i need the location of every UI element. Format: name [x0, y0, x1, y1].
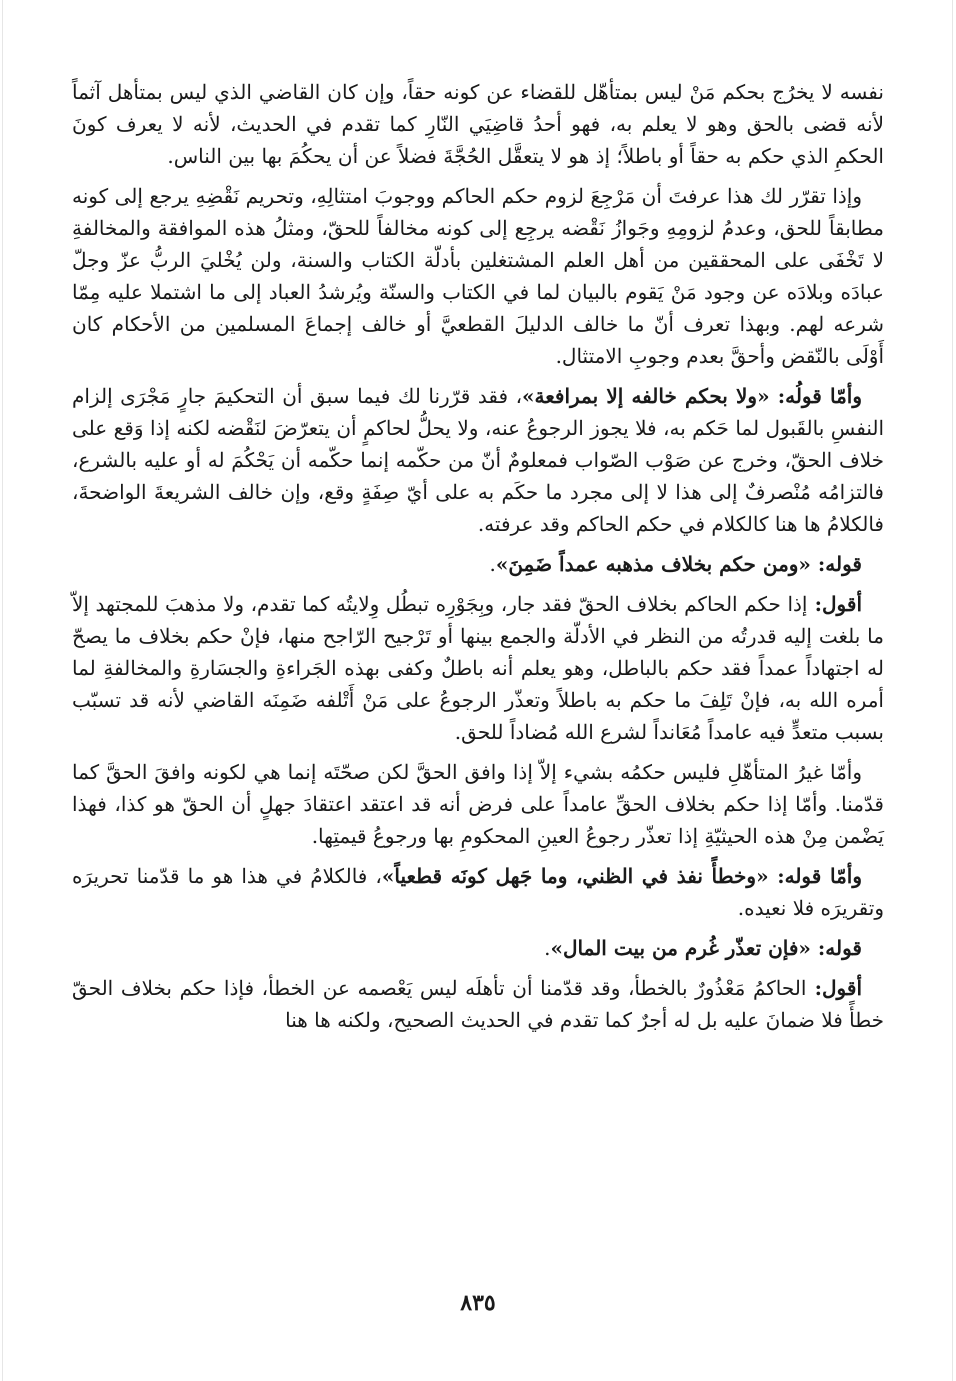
paragraph-lead: قوله:: [810, 552, 862, 576]
body-text: [72, 76, 884, 1044]
quoted-matn: «فإن تعذّر غُرم من بيت المال»: [550, 936, 811, 960]
paragraph-2: [72, 180, 884, 372]
paragraph-text: ، فقد قرّرنا لك فيما سبق أن التحكيمَ جارٍ مَجْرَى إلزام النفسِ بالقَبول لما حَكم به، فلا يجوز الرجوعُ عنه، ولا يحلُّ لحاكمٍ أن يتعرّضَ لنَقْضه لكنه إذا وَقع على خلاف الحقّ، وخرج عن صَوْب الصّواب فمعلومٌ أنّ من حكّمه إنما حكّمه أن يَحْكُمَ له أو عليه بالشرع، فالتزامُه مُنْصرفٌ إلى هذا لا إلى مجرد ما حكَم به على أيّ صِفَةٍ وقع، وإن خالف الشريعةَ الواضحةَ، فالكلامُ ها هنا كالكلام في حكم الحاكم وقد عرفته.: [72, 384, 884, 536]
paragraph-text: نفسه لا يخرُج بحكم مَنْ ليس بمتأهّل للقضاء عن كونه حقاً، وإن كان القاضي الذي ليس بمتأهل آثماً لأنه قضى بالحق وهو لا يعلم به، فهو أحدُ قاضِيَي النّارِ كما تقدم في الحديث، لأنه لا يعرف كونَ الحكمِ الذي حكم به حقاً أو باطلاً؛ إذ هو لا يتعقَّل الحُجَّةَ فضلاً عن أن يحكُمَ بها بين الناس.: [72, 80, 884, 168]
paragraph-text: .: [489, 552, 496, 576]
page-number: ٨٣٥: [460, 1290, 496, 1316]
paragraph-text: وأمّا غيرُ المتأهّلِ فليس حكمُه بشيء إلاّ إذا وافق الحقَّ لكن صحّتَه إنما هي لكونه وافقَ الحقَّ كما قدّمنا. وأمّا إذا حكم بخلاف الحقِّ عامداً على فرض أنه قد اعتقد اعتقادَ جهلٍ أن الحقّ هو كذا، فهذا يَضْمن مِنْ هذه الحيثيّةِ إذا تعذّر رجوعُ العينِ المحكومِ بها ورجوعُ قيمتِها.: [72, 760, 884, 848]
scan-edge-line: [2, 0, 3, 1381]
paragraph-5: [72, 588, 884, 748]
paragraph-text: وإذا تقرّر لك هذا عرفتَ أن مَرْجِعَ لزوم حكم الحاكم ووجوبَ امتثالِهِ، وتحريم نَقْضِهِ يرجع إلى كونه مطابقاً للحق، وعدمُ لزومِهِ وجَوازُ نَقْضه يرجِع إلى كونه مخالفاً للحقّ، ومثلُ هذه الموافقة والمخالفةِ لا تَخْفَى على المحققين من أهل العلم المشتغلين بأدلّة الكتاب والسنة، ولن يُخْليَ الربُّ عزّ وجلّ عبادَه وبلادَه عن وجود مَنْ يَقوم بالبيان لما في الكتاب والسنّة ويُرشدُ العباد إلى ما اشتملا عليه مِمّا شرعه لهم. وبهذا تعرف أنّ ما خالف الدليلَ القطعيَّ أو خالف إجماعَ المسلمين من الأحكام كان أَوْلَى بالنّقض وأحقَّ بعدم وجوبِ الامتثال.: [72, 184, 885, 368]
quoted-matn: «ومن حكم بخلاف مذهبه عمداً ضَمِنَ»: [495, 552, 811, 576]
paragraph-6: [72, 756, 884, 852]
paragraph-3: [72, 380, 884, 540]
paragraph-lead: وأمّا قولُه:: [769, 384, 862, 408]
paragraph-9: [72, 972, 884, 1036]
paragraph-lead: وأمّا قوله:: [768, 864, 862, 888]
paragraph-text: .: [544, 936, 551, 960]
quoted-matn: «وخطأً نفذ في الظني، وما جَهل كونَه قطعياً»: [381, 864, 769, 888]
paragraph-lead: قوله:: [810, 936, 862, 960]
paragraph-7: [72, 860, 884, 924]
paragraph-text: ، فالكلامُ في هذا هو ما قدّمنا تحريرَه وتقريرَه فلا نعيده.: [72, 864, 884, 920]
scan-edge-line: [952, 0, 953, 1381]
quoted-matn: «ولا بحكم خالفه إلا بمرافعة»: [522, 384, 770, 408]
paragraph-4: [72, 548, 884, 580]
paragraph-text: إذا حكم الحاكم بخلاف الحقّ فقد جار، وبِجَوْرِه تبطُل وِلايتُه كما تقدم، ولا مذهبَ للمجتهد إلاّ ما بلغت إليه قدرتُه من النظر في الأدلّة والجمع بينها أو تَرْجيح الرّاجح منها، فإنْ حكم بخلاف ما يصحّ له اجتهاداً عمداً فقد حكم بالباطل، وهو يعلم أنه باطلٌ وكفى بهذه الجَراءةِ والجسَارةِ والمخالفةِ لما أمره الله به، فإنْ تَلِفَ ما حكم به باطلاً وتعذّر الرجوعُ على مَنْ أَتْلفه ضَمِنَه القاضي لأنه قد تسبّب بسبب متعدٍّ فيه عامداً مُعَانداً لشرع الله مُضاداً للحق.: [72, 592, 884, 744]
paragraph-lead: أقول:: [806, 976, 863, 1000]
paragraph-8: [72, 932, 884, 964]
paragraph-1: [72, 76, 884, 172]
paragraph-text: الحاكمُ مَعْذُورٌ بالخطأ، وقد قدّمنا أن تأهلَه ليس يَعْصمه عن الخطأ، فإذا حكم بخلاف الحقّ خطأً فلا ضمانَ عليه بل له أجرٌ كما تقدم في الحديث الصحيح، ولكنه ها هنا: [72, 976, 884, 1032]
paragraph-lead: أقول:: [807, 592, 862, 616]
